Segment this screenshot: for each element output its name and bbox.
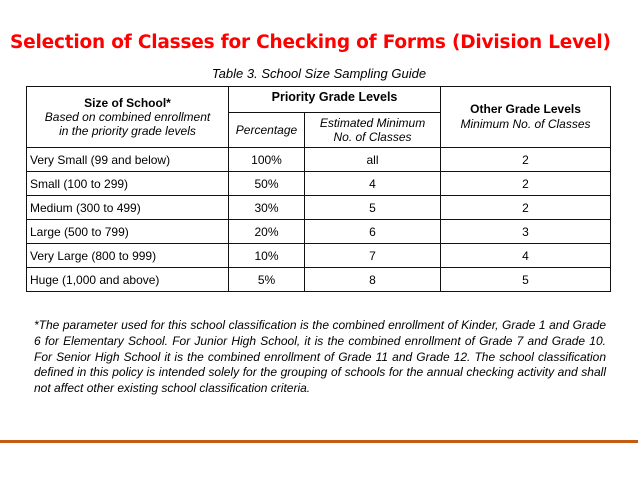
cell-other: 5 <box>441 268 611 292</box>
cell-estimated: 6 <box>305 220 441 244</box>
document-image <box>26 86 610 418</box>
table-row <box>27 172 611 196</box>
cell-other: 2 <box>441 148 611 172</box>
size-header-line1: Based on combined enrollment <box>44 110 211 124</box>
table-row <box>27 268 611 292</box>
cell-other: 2 <box>441 172 611 196</box>
cell-size: Large (500 to 799) <box>27 220 229 244</box>
cell-other: 4 <box>441 244 611 268</box>
table-row <box>27 220 611 244</box>
table-row <box>27 148 611 172</box>
cell-estimated: 8 <box>305 268 441 292</box>
percentage-header: Percentage <box>229 113 305 148</box>
size-header-title: Size of School* <box>84 96 171 110</box>
cell-percentage: 30% <box>229 196 305 220</box>
cell-percentage: 20% <box>229 220 305 244</box>
estimated-header-line1: Estimated Minimum <box>319 116 426 130</box>
cell-percentage: 10% <box>229 244 305 268</box>
accent-bar <box>0 440 638 443</box>
estimated-header <box>305 113 441 148</box>
cell-size: Very Small (99 and below) <box>27 148 229 172</box>
cell-size: Medium (300 to 499) <box>27 196 229 220</box>
other-header-title: Other Grade Levels <box>470 102 581 116</box>
slide-title: Selection of Classes for Checking of Forms (Division Level) <box>10 32 611 53</box>
cell-size: Very Large (800 to 999) <box>27 244 229 268</box>
table-row <box>27 244 611 268</box>
cell-other: 3 <box>441 220 611 244</box>
cell-estimated: all <box>305 148 441 172</box>
size-header <box>27 87 229 148</box>
estimated-header-line2: No. of Classes <box>333 130 412 144</box>
footnote: *The parameter used for this school classification is the combined enrollment of Kinder, Grade 1 and Grade 6 for Elementary School. For Junior High School, it is the combined enrollment of Grade 7 and Grade 10. For Senior High School it is the combined enrollment of Grade 11 and Grade 12. The school classification defined in this policy is intended solely for the grouping of schools for the annual checking activity and shall not affect other existing school classification criteria. <box>34 318 606 396</box>
cell-estimated: 5 <box>305 196 441 220</box>
table-row <box>27 196 611 220</box>
size-header-line2: in the priority grade levels <box>59 124 196 138</box>
other-header-subtitle: Minimum No. of Classes <box>460 117 591 131</box>
priority-header: Priority Grade Levels <box>229 87 441 113</box>
cell-percentage: 5% <box>229 268 305 292</box>
cell-estimated: 4 <box>305 172 441 196</box>
table-header-row <box>27 87 611 113</box>
cell-other: 2 <box>441 196 611 220</box>
cell-percentage: 50% <box>229 172 305 196</box>
cell-size: Huge (1,000 and above) <box>27 268 229 292</box>
table-caption: Table 3. School Size Sampling Guide <box>211 66 427 81</box>
cell-estimated: 7 <box>305 244 441 268</box>
sampling-table <box>26 86 611 292</box>
cell-size: Small (100 to 299) <box>27 172 229 196</box>
other-header <box>441 87 611 148</box>
cell-percentage: 100% <box>229 148 305 172</box>
